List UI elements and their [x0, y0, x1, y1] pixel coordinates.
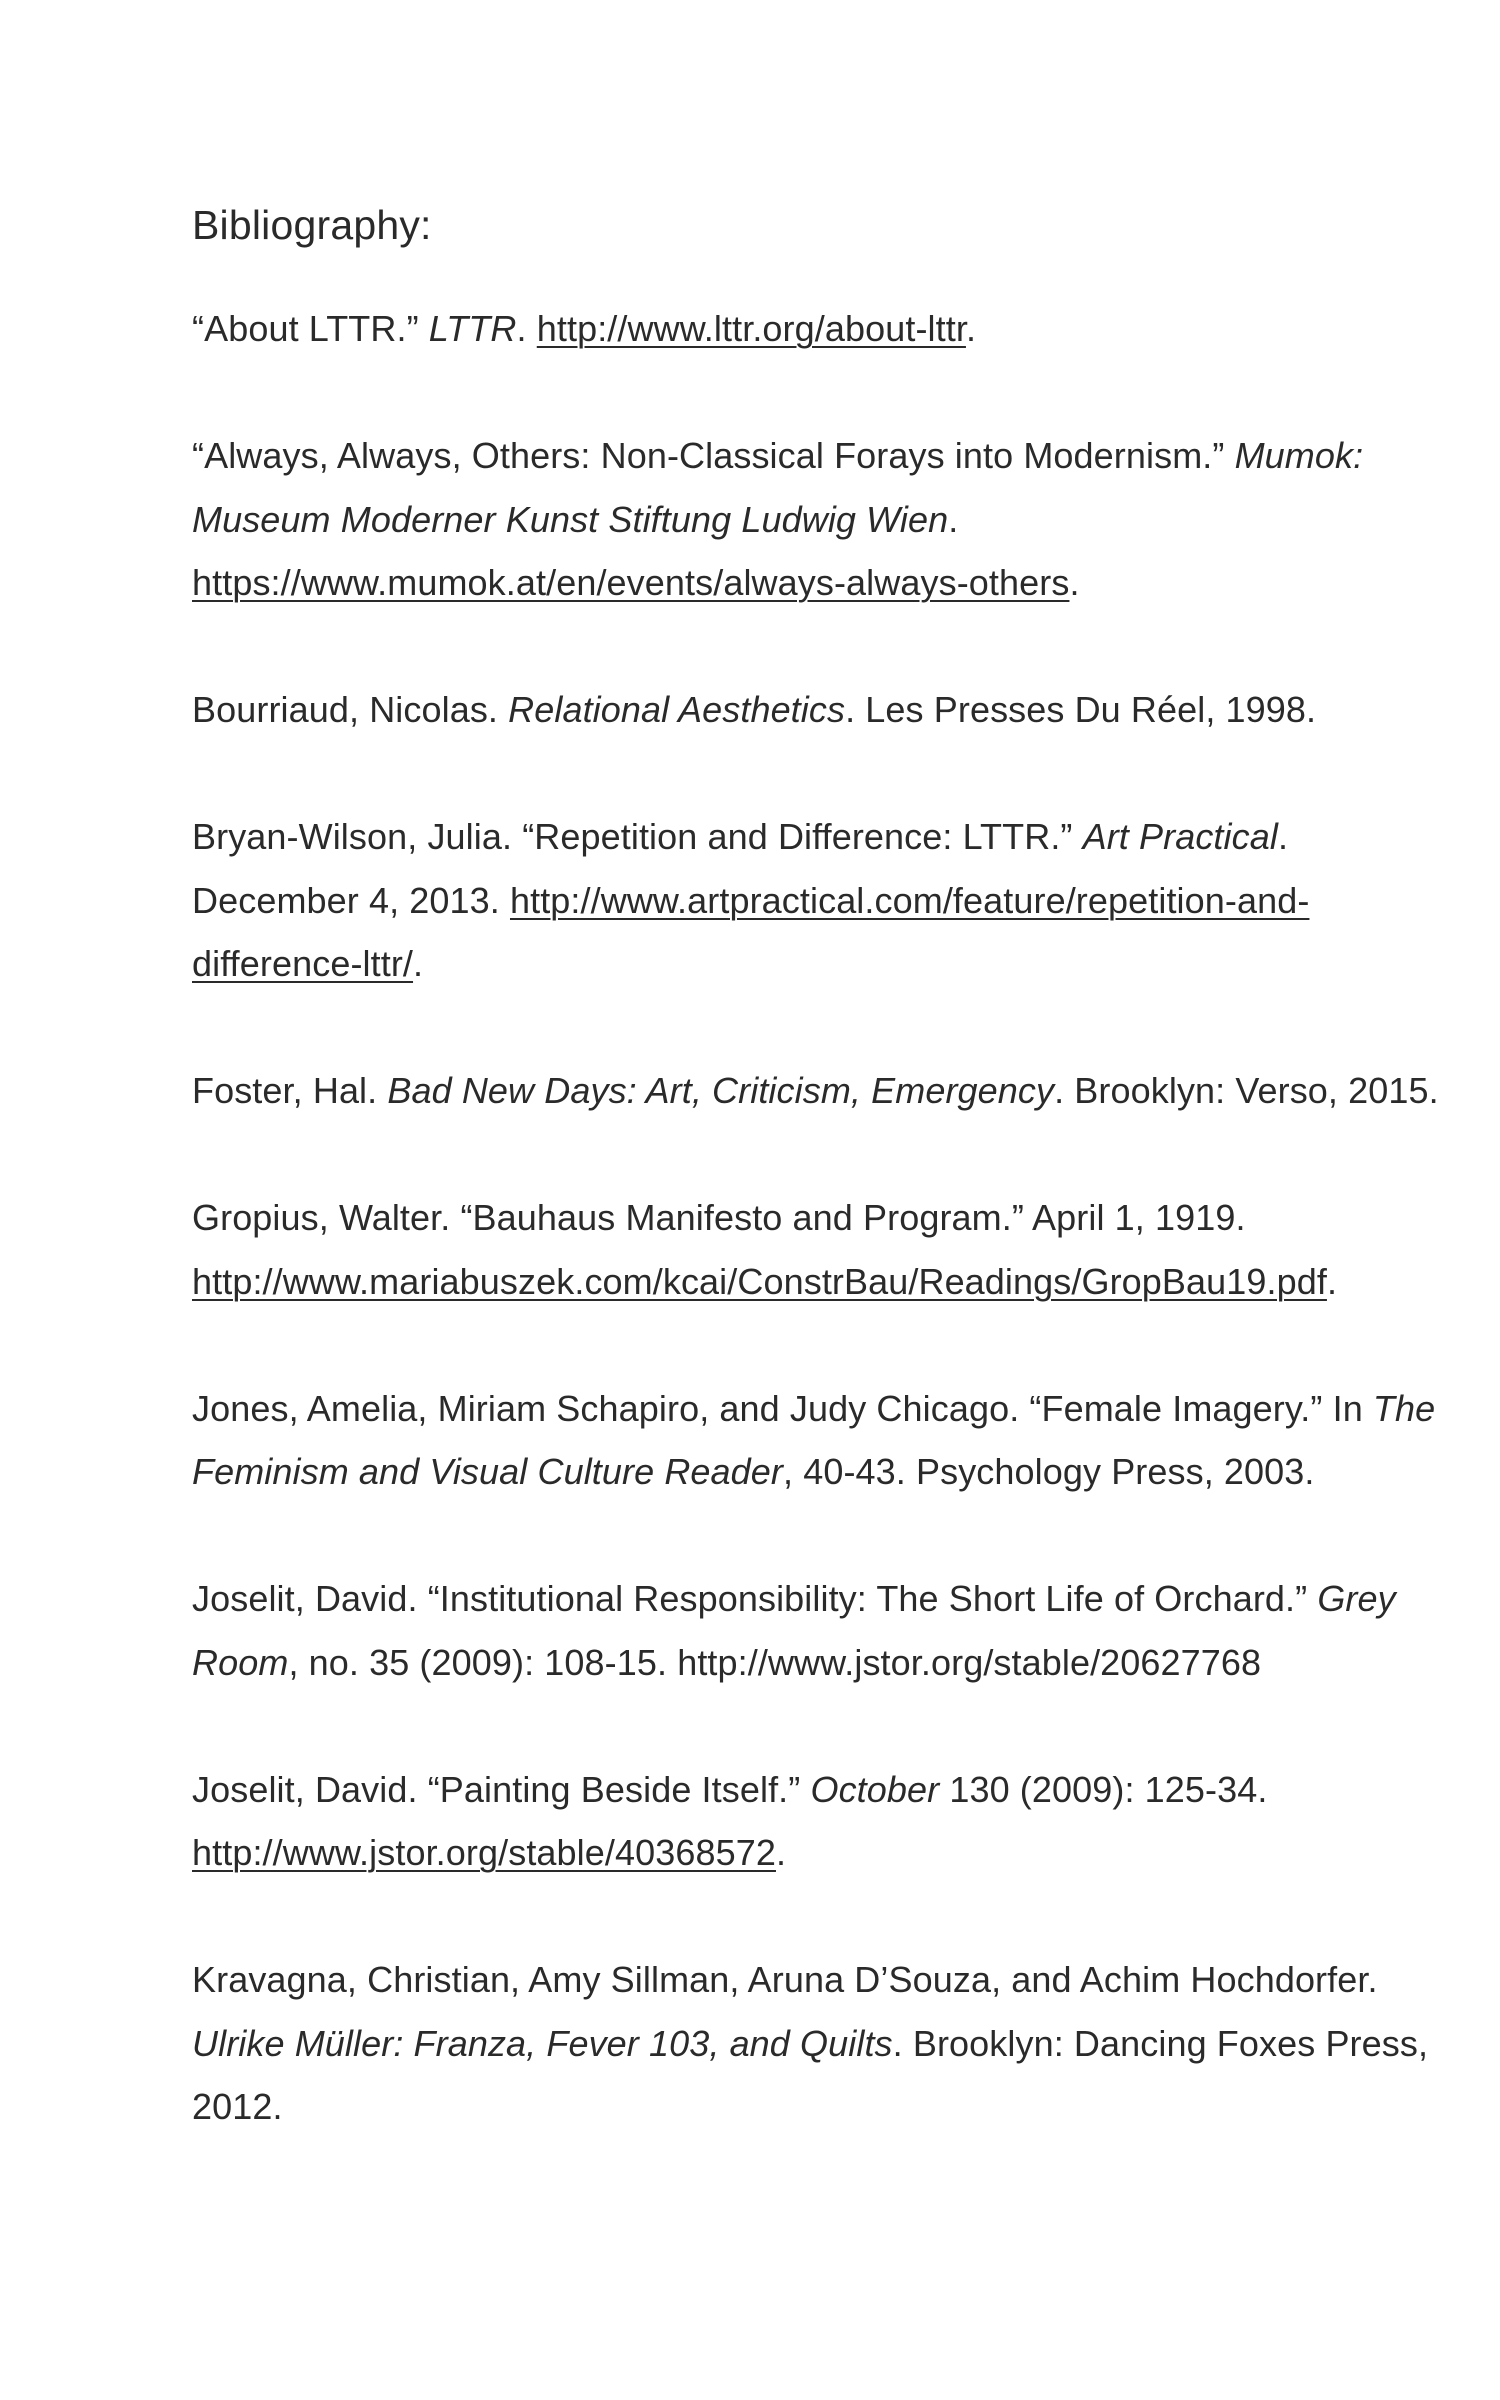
- entry-end: .: [1326, 1260, 1338, 1302]
- bibliography-page: [192, 195, 1442, 2202]
- entry-title: Relational Aesthetics: [508, 689, 846, 730]
- entry-title: Grey Room: [192, 1578, 1396, 1683]
- bibliography-entry: [192, 1059, 1442, 1123]
- entry-text: Jones, Amelia, Miriam Schapiro, and Judy Chicago. “Female Imagery.” In: [192, 1387, 1373, 1429]
- entry-text: .: [948, 498, 959, 540]
- entry-title: Mumok: Museum Moderner Kunst Stiftung Ludwig Wien: [192, 435, 1364, 540]
- entry-text: 130 (2009): 125-34.: [939, 1768, 1268, 1810]
- bibliography-entry: [192, 297, 1442, 361]
- entry-text: . December 4, 2013.: [192, 816, 1289, 921]
- entry-title: October: [810, 1768, 940, 1810]
- bibliography-entry: [192, 1186, 1442, 1313]
- entry-text: Joselit, David. “Institutional Responsibility: The Short Life of Orchard.”: [192, 1578, 1318, 1619]
- entry-end: .: [413, 943, 424, 984]
- entry-link[interactable]: http://www.lttr.org/about-lttr: [536, 308, 966, 349]
- page-title: Bibliography:: [192, 202, 432, 248]
- entry-text: .: [516, 308, 537, 349]
- entry-text: Bryan-Wilson, Julia. “Repetition and Difference: LTTR.”: [192, 816, 1083, 857]
- entry-text: . Brooklyn: Dancing Foxes Press, 2012.: [192, 2022, 1429, 2127]
- entry-text: , 40-43. Psychology Press, 2003.: [783, 1451, 1315, 1492]
- entry-title: Bad New Days: Art, Criticism, Emergency: [387, 1070, 1055, 1111]
- entry-title: LTTR: [428, 308, 517, 349]
- entry-end: .: [775, 1832, 787, 1873]
- entry-title: Art Practical: [1082, 816, 1278, 857]
- entry-text: Joselit, David. “Painting Beside Itself.”: [192, 1768, 811, 1810]
- entry-text: . Brooklyn: Verso, 2015.: [1054, 1070, 1439, 1111]
- entry-text: “Always, Always, Others: Non-Classical Forays into Modernism.”: [192, 435, 1235, 476]
- entry-link[interactable]: https://www.mumok.at/en/events/always-always-others: [192, 562, 1070, 603]
- bibliography-entry: [192, 1567, 1442, 1694]
- bibliography-entry: [192, 1758, 1442, 1885]
- bibliography-entry: [192, 805, 1442, 996]
- entry-title: Ulrike Müller: Franza, Fever 103, and Quilts: [192, 2022, 893, 2064]
- entry-text: , no. 35 (2009): 108-15. http://www.jstor.org/stable/20627768: [288, 1641, 1262, 1683]
- entry-text: Gropius, Walter. “Bauhaus Manifesto and Program.” April 1, 1919.: [192, 1197, 1246, 1238]
- bibliography-entry: [192, 1377, 1442, 1504]
- entry-title: The Feminism and Visual Culture Reader: [192, 1387, 1436, 1492]
- entry-text: . Les Presses Du Réel, 1998.: [845, 689, 1317, 730]
- entry-text: Bourriaud, Nicolas.: [192, 689, 509, 730]
- bibliography-entry: [192, 1948, 1442, 2139]
- entry-text: “About LTTR.”: [192, 308, 429, 349]
- bibliography-entry: [192, 678, 1442, 742]
- entry-text: Kravagna, Christian, Amy Sillman, Aruna D’Souza, and Achim Hochdorfer.: [192, 1959, 1378, 2000]
- entry-link[interactable]: http://www.jstor.org/stable/40368572: [192, 1832, 776, 1873]
- entry-text: Foster, Hal.: [192, 1070, 388, 1111]
- entry-link[interactable]: http://www.mariabuszek.com/kcai/ConstrBau/Readings/GropBau19.pdf: [192, 1260, 1327, 1302]
- entry-end: .: [1069, 562, 1080, 603]
- entry-end: .: [965, 308, 977, 349]
- entry-link[interactable]: http://www.artpractical.com/feature/repetition-and-difference-lttr/: [192, 879, 1310, 984]
- bibliography-entry: [192, 424, 1442, 615]
